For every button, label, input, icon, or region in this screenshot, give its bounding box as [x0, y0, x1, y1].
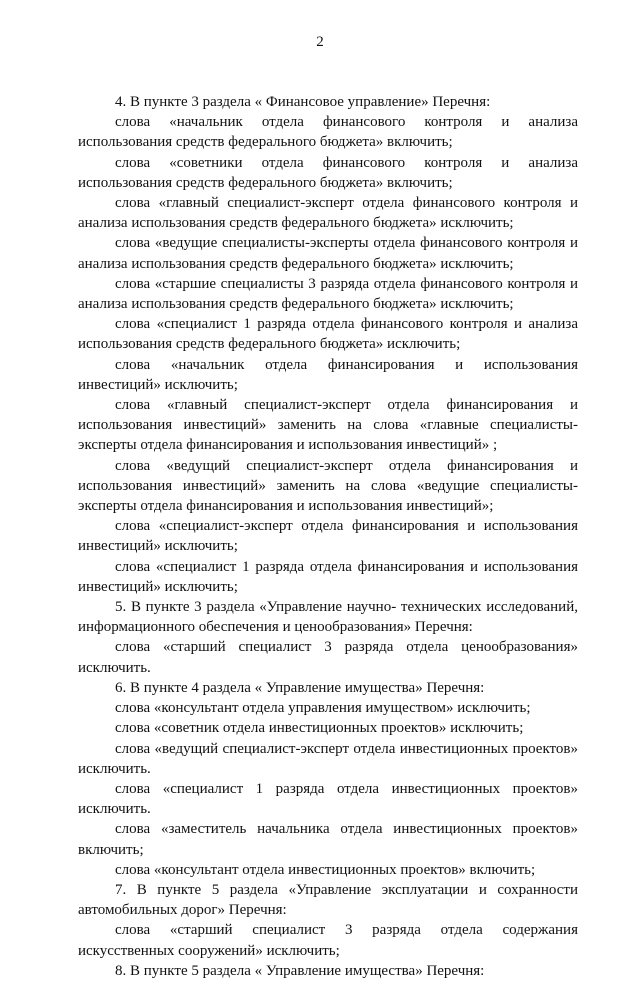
paragraph: слова «специалист 1 разряда отдела финансового контроля и анализа использования средств федерального бюджета» исключить; — [78, 316, 578, 353]
paragraph-item-6-heading: 6. В пункте 4 раздела « Управление имущества» Перечня: — [115, 679, 485, 696]
paragraph: слова «ведущие специалисты-эксперты отдела финансового контроля и анализа использования средств федерального бюджета» исключить; — [78, 235, 578, 272]
paragraph: слова «консультант отдела управления имуществом» исключить; — [115, 700, 531, 717]
paragraph: слова «старший специалист 3 разряда отдела содержания искусственных сооружений» исключить; — [78, 922, 578, 959]
paragraph: слова «специалист 1 разряда отдела инвестиционных проектов» исключить. — [78, 780, 578, 818]
paragraph: слова «главный специалист-эксперт отдела финансирования и использования инвестиций» заменить на слова «главные специалисты-эксперты отдела финансирования и использования инвестиций» ; — [78, 397, 578, 454]
paragraph-item-7-heading: 7. В пункте 5 раздела «Управление эксплуатации и сохранности автомобильных дорог» Перечня: — [78, 881, 578, 919]
paragraph: слова «советник отдела инвестиционных проектов» исключить; — [115, 720, 524, 737]
paragraph-item-8-heading: 8. В пункте 5 раздела « Управление имущества» Перечня: — [115, 962, 485, 979]
paragraph: слова «консультант отдела инвестиционных проектов» включить; — [115, 861, 536, 878]
paragraph: слова «ведущий специалист-эксперт отдела финансирования и использования инвестиций» заменить на слова «ведущие специалисты-эксперты отдела финансирования и использования инвестиций»; — [78, 457, 578, 515]
paragraph: слова «заместитель начальника отдела инвестиционных проектов» включить; — [78, 821, 578, 858]
paragraph: слова «начальник отдела финансового контроля и анализа использования средств федерального бюджета» включить; — [78, 114, 578, 151]
paragraph: слова «ведущий специалист-эксперт отдела инвестиционных проектов» исключить. — [78, 740, 578, 777]
paragraph: слова «специалист 1 разряда отдела финансирования и использования инвестиций» исключить; — [78, 558, 578, 595]
paragraph: слова «главный специалист-эксперт отдела финансового контроля и анализа использования средств федерального бюджета» исключить; — [78, 195, 578, 232]
paragraph: слова «советники отдела финансового контроля и анализа использования средств федерального бюджета» включить; — [78, 154, 578, 191]
page-number: 2 — [316, 34, 324, 50]
paragraph-item-5-heading: 5. В пункте 3 раздела «Управление научно- технических исследований, информационного обеспечения и ценообразования» Перечня: — [78, 599, 578, 636]
paragraph-item-4-heading: 4. В пункте 3 раздела « Финансовое управление» Перечня: — [115, 94, 491, 110]
paragraph: слова «начальник отдела финансирования и использования инвестиций» исключить; — [78, 356, 578, 393]
paragraph: слова «специалист-эксперт отдела финансирования и использования инвестиций» исключить; — [78, 518, 578, 555]
document-body — [78, 92, 578, 981]
paragraph: слова «старшие специалисты 3 разряда отдела финансового контроля и анализа использования средств федерального бюджета» исключить; — [78, 275, 578, 313]
paragraph: слова «старший специалист 3 разряда отдела ценообразования» исключить. — [78, 639, 578, 676]
